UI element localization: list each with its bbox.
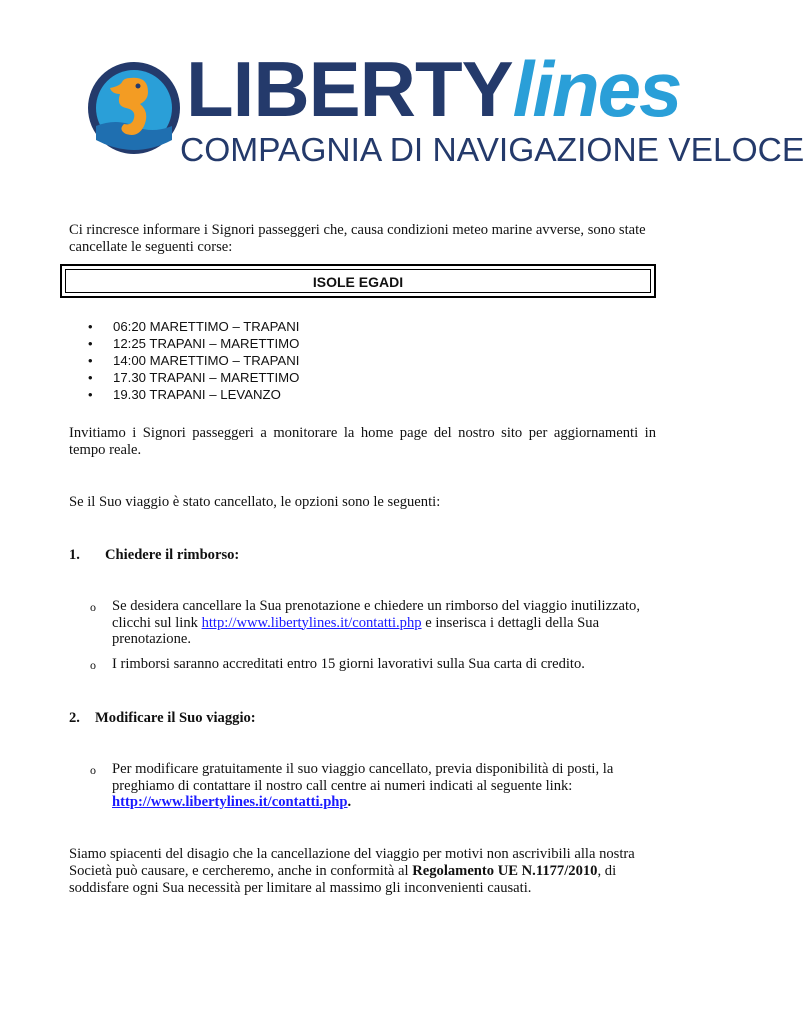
list-item: • 17.30 TRAPANI – MARETTIMO <box>88 369 299 386</box>
intro-paragraph: Ci rincresce informare i Signori passeggeri che, causa condizioni meteo marine avverse, sono state cancellate le seguenti corse: <box>69 222 646 255</box>
regulation-reference: Regolamento UE N.1177/2010 <box>412 863 598 879</box>
modify-instruction <box>112 761 632 811</box>
route-group-title: ISOLE EGADI <box>65 269 651 293</box>
list-item: • 14:00 MARETTIMO – TRAPANI <box>88 352 299 369</box>
route-group-box <box>60 264 656 298</box>
seahorse-icon <box>86 60 182 156</box>
brand-tagline: COMPAGNIA DI NAVIGAZIONE VELOCE <box>180 132 804 169</box>
closing-post: , di soddisfare ogni Sua necessità per limitare al massimo gli inconvenienti causati. <box>69 863 617 896</box>
bullet-marker: o <box>90 658 96 672</box>
options-intro: Se il Suo viaggio è stato cancellato, le opzioni sono le seguenti: <box>69 494 441 510</box>
brand-liberty: LIBERTY <box>186 45 513 133</box>
list-item: • 06:20 MARETTIMO – TRAPANI <box>88 318 299 335</box>
monitor-paragraph: Invitiamo i Signori passeggeri a monitorare la home page del nostro sito per aggiornamenti in tempo reale. <box>69 425 656 458</box>
list-item: • 19.30 TRAPANI – LEVANZO <box>88 386 299 403</box>
section2-number: 2. <box>69 710 80 726</box>
section1-title: Chiedere il rimborso: <box>105 547 240 563</box>
refund-timing: I rimborsi saranno accreditati entro 15 giorni lavorativi sulla Sua carta di credito. <box>112 656 585 672</box>
section1-number: 1. <box>69 547 80 563</box>
contact-link-bold[interactable]: http://www.libertylines.it/contatti.php <box>112 794 348 810</box>
closing-pre: Siamo spiacenti del disagio che la cancellazione del viaggio per motivi non ascrivibili alla nostra Società può causare, e cercheremo, anche in conformità al <box>69 846 635 879</box>
refund-text-pre: Se desidera cancellare la Sua prenotazione e chiedere un rimborso del viaggio inutilizzato, clicchi sul link <box>112 598 640 631</box>
brand-wordmark <box>186 45 681 133</box>
section2-title: Modificare il Suo viaggio: <box>95 710 256 726</box>
brand-lines: lines <box>512 45 681 133</box>
liberty-lines-logo <box>86 45 804 174</box>
contact-link[interactable]: http://www.libertylines.it/contatti.php <box>201 614 422 631</box>
modify-dot: . <box>347 794 352 810</box>
list-item: • 12:25 TRAPANI – MARETTIMO <box>88 335 299 352</box>
cancelled-routes-list <box>88 318 299 403</box>
refund-instruction <box>112 598 657 648</box>
bullet-marker: o <box>90 600 96 614</box>
refund-text-post: e inserisca i dettagli della Sua prenotazione. <box>112 614 600 647</box>
closing-paragraph <box>69 846 649 897</box>
bullet-marker: o <box>90 763 96 777</box>
modify-text: Per modificare gratuitamente il suo viaggio cancellato, previa disponibilità di posti, la preghiamo di contattare il nostro call centre ai numeri indicati al seguente link: <box>112 761 614 794</box>
